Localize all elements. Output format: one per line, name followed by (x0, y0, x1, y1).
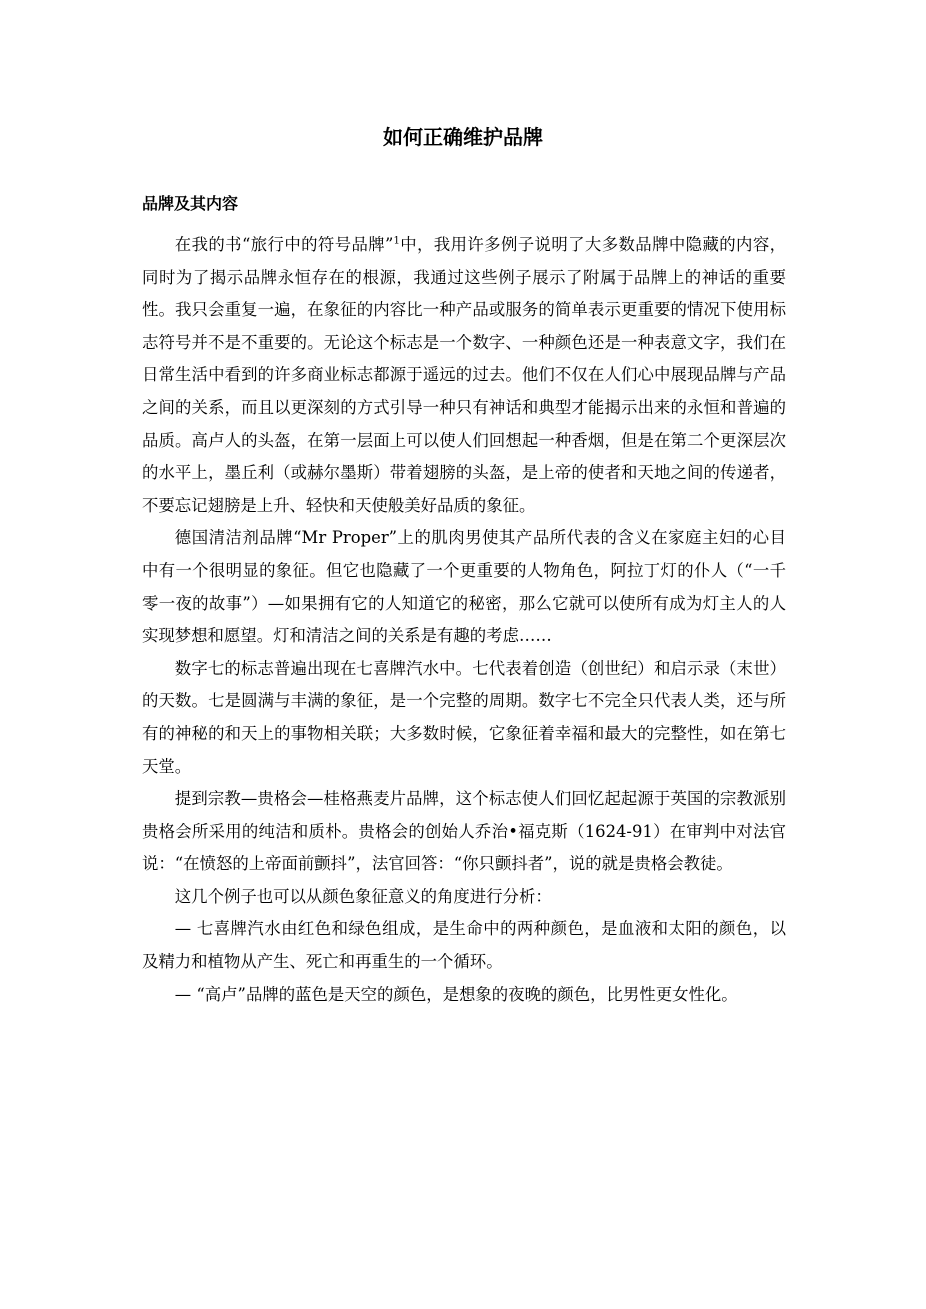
body-text (142, 229, 786, 1011)
paragraph-1-text-rest: 中，我用许多例子说明了大多数品牌中隐藏的内容，同时为了揭示品牌永恒存在的根源，我通过这些例子展示了附属于品牌上的神话的重要性。我只会重复一遍，在象征的内容比一种产品或服务的简单表示更重要的情况下使用标志符号并不是不重要的。无论这个标志是一个数字、一种颜色还是一种表意文字，我们在日常生活中看到的许多商业标志都源于遥远的过去。他们不仅在人们心中展现品牌与产品之间的关系，而且以更深刻的方式引导一种只有神话和典型才能揭示出来的永恒和普遍的品质。高卢人的头盔，在第一层面上可以使人们回想起一种香烟，但是在第二个更深层次的水平上，墨丘利（或赫尔墨斯）带着翅膀的头盔，是上帝的使者和天地之间的传递者，不要忘记翅膀是上升、轻快和天使般美好品质的象征。 (142, 235, 787, 515)
paragraph-7: — “高卢”品牌的蓝色是天空的颜色，是想象的夜晚的颜色，比男性更女性化。 (174, 984, 738, 1004)
paragraph-3: 数字七的标志普遍出现在七喜牌汽水中。七代表着创造（创世纪）和启示录（末世）的天数。七是圆满与丰满的象征，是一个完整的周期。数字七不完全只代表人类，还与所有的神秘的和天上的事物相关联；大多数时候，它象征着幸福和最大的完整性，如在第七天堂。 (142, 658, 786, 776)
paragraph-2: 德国清洁剂品牌“Mr Proper”上的肌肉男使其产品所代表的含义在家庭主妇的心目中有一个很明显的象征。但它也隐藏了一个更重要的人物角色，阿拉丁灯的仆人（“一千零一夜的故事”）—如果拥有它的人知道它的秘密，那么它就可以使所有成为灯主人的人实现梦想和愿望。灯和清洁之间的关系是有趣的考虑…… (142, 528, 786, 646)
paragraph-1-text-start: 在我的书“旅行中的符号品牌” (174, 235, 394, 254)
section-heading: 品牌及其内容 (142, 194, 239, 213)
footnote-marker: 1 (393, 235, 400, 247)
document-title: 如何正确维护品牌 (383, 125, 543, 149)
paragraph-6: — 七喜牌汽水由红色和绿色组成，是生命中的两种颜色，是血液和太阳的颜色，以及精力和植物从产生、死亡和再重生的一个循环。 (142, 919, 786, 972)
paragraph-1 (142, 229, 786, 522)
paragraph-4: 提到宗教—贵格会—桂格燕麦片品牌，这个标志使人们回忆起起源于英国的宗教派别贵格会所采用的纯洁和质朴。贵格会的创始人乔治•福克斯（1624-91）在审判中对法官说：“在愤怒的上帝面前颤抖”，法官回答：“你只颤抖者”，说的就是贵格会教徒。 (142, 789, 786, 874)
paragraph-5: 这几个例子也可以从颜色象征意义的角度进行分析： (174, 886, 552, 906)
